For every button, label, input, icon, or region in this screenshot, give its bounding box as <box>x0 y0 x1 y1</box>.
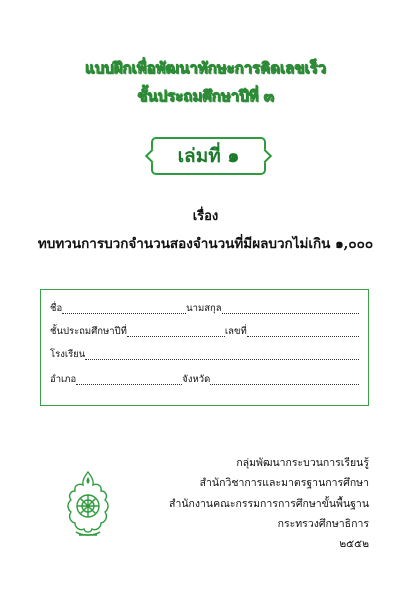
form-row-name <box>50 300 359 316</box>
province-label: จังหวัด <box>182 374 211 385</box>
school-label: โรงเรียน <box>50 349 86 360</box>
publisher-line-4: กระทรวงศึกษาธิการ <box>277 518 369 530</box>
district-label: อำเภอ <box>50 374 77 385</box>
subject-label: เรื่อง <box>192 209 219 224</box>
grade-label: ชั้นประถมศึกษาปีที่ <box>50 326 127 337</box>
number-field[interactable] <box>247 326 359 337</box>
surname-label: นามสกุล <box>186 303 222 314</box>
cover-title-line-1: แบบฝึกเพื่อพัฒนาทักษะการคิดเลขเร็ว <box>84 59 327 77</box>
publisher-line-1: กลุ่มพัฒนากระบวนการเรียนรู้ <box>236 457 369 469</box>
book-number-label: เล่มที่ ๑ <box>177 145 240 167</box>
ministry-emblem-icon <box>62 469 114 539</box>
district-field[interactable] <box>76 374 182 385</box>
grade-field[interactable] <box>127 326 225 337</box>
student-info-form <box>40 289 369 406</box>
publication-year: ๒๕๕๒ <box>339 538 369 550</box>
form-row-grade <box>50 323 359 339</box>
surname-field[interactable] <box>222 303 359 314</box>
province-field[interactable] <box>210 374 359 385</box>
publisher-line-2: สำนักวิชาการและมาตรฐานการศึกษา <box>199 477 369 489</box>
form-row-school <box>50 346 359 362</box>
form-row-location <box>50 371 359 387</box>
publisher-line-3: สำนักงานคณะกรรมการการศึกษาขั้นพื้นฐาน <box>169 498 369 510</box>
school-field[interactable] <box>85 349 359 360</box>
number-label: เลขที่ <box>224 326 247 337</box>
subject-title: ทบทวนการบวกจำนวนสองจำนวนที่มีผลบวกไม่เกิน ๑,๐๐๐ <box>37 236 374 252</box>
book-number-badge <box>151 137 266 175</box>
cover-title-line-2: ชั้นประถมศึกษาปีที่ ๓ <box>137 87 274 105</box>
name-label: ชื่อ <box>50 303 63 314</box>
name-field[interactable] <box>62 303 186 314</box>
